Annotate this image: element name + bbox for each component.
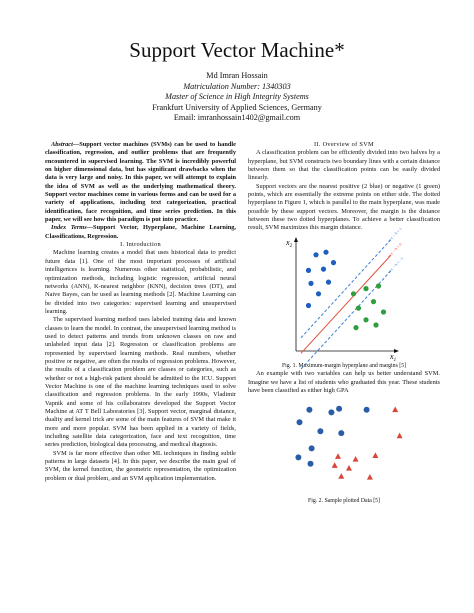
fig1-x-axis-label: $x_1$ [390,351,397,363]
fig1-line-label: w·x − b = 0 [386,241,403,259]
fig2-point-triangle [367,474,373,480]
overview-paragraph-2: Support vectors are the nearest positive (2 blue) or negative (1 green) points, which are essentially the extreme points on either side. The dotted hyperplane in Figure 1, which is parallel to the main hyperplane, was made possible by these support vectors. Moreover, the margin is the distance between these two dotted hyperplanes. To achieve a better classification result, SVM maximizes this margin distance. [248,182,440,232]
fig1-point-class-b [363,286,368,291]
section-heading-introduction: I. Introduction [120,241,161,249]
fig1-point-class-b [353,325,358,330]
fig1-point-class-b [356,305,361,310]
fig1-point-class-a [316,291,321,296]
fig2-point-circle [295,454,301,460]
fig2-point-triangle [332,462,338,468]
abstract-text: —Support vector machines (SVMs) can be used to handle classification, regression, and outlier problems that are frequently encountered in supervised learning. The SVM is incredibly powerful on higher dimensional data, but has significant drawbacks when the data is very large and noisy. In this paper, we will attempt to explain the idea of SVM as well as the underlying mathematical theory. Support vector machines come in various forms and can be used for a variety of applications, including text categorization, practical identification, face recognition, and time series prediction. In this paper, we will see how this paradigm is put into practice. [45,141,236,224]
fig1-point-class-a [321,266,326,271]
index-terms [45,224,236,241]
index-terms-label: Index Terms [51,224,87,232]
overview-paragraph-3: An example with two variables can help us better understand SVM. Imagine we have a list of students who graduated this year. These students have been classified as either high GPA [248,370,440,395]
section-heading-overview: II. Overview of SVM [314,141,374,148]
fig1-y-arrow [294,237,298,242]
fig1-point-class-b [371,299,376,304]
index-terms-text: —Support Vector, Hyperplane, Machine Learning, Classifications, Regression. [45,224,236,240]
figure-2-caption: Fig. 2. Sample plotted Data [5] [308,497,380,504]
figure-2 [248,398,440,506]
fig1-line-label: w·x − b = 1 [386,225,403,243]
intro-paragraph-2: The supervised learning method uses labeled training data and known classes to learn the model. In contrast, the unsupervised learning method is used to detect patterns and trends from unknown classes on raw and unlabeled input data [2]. Regression or classification problems are represented by supervised learning methods. Real numbers, whether positive or negative, are often the results of regression problems. However, the results of a classification problem are classes or categories, such as whether or not a high-risk patient should be admitted to the ICU. Support Vector Machine is one of the machine learning techniques used to solve classification and regression problems. In the early 1990s, Vladimir Vapnik and some of his collaborators developed the Support Vector Machine at AT T Bell Laboratories [3]. Support vector, marginal distance, duality and kernel trick are some of the main features of SVM that make it more and more popular. SVM has been applied in a variety of fields, including satellite data categorization, face and text recognition, time series prediction, biological data processing, and medical diagnosis. [45,316,236,449]
figure-1-plot [248,225,440,363]
fig2-point-circle [309,445,315,451]
fig2-point-triangle [353,456,359,462]
left-column [45,141,236,483]
fig1-point-class-b [373,322,378,327]
fig1-y-axis-label: $x_2$ [286,237,293,249]
fig1-point-class-b [376,283,381,288]
fig1-point-class-a [306,303,311,308]
fig2-point-circle [338,430,344,436]
fig2-point-circle [317,428,323,434]
fig1-point-class-a [326,279,331,284]
fig1-point-class-a [313,252,318,257]
fig1-point-class-a [306,268,311,273]
degree-program: Master of Science in High Integrity Systems [165,92,309,102]
figure-1-caption: Fig. 1. Maximum-margin hyperplane and margins [5] [281,363,407,370]
overview-paragraph-1: A classification problem can be efficiently divided into two halves by a hyperplane, but SVM constructs two boundary lines with a certain distance between them so that the classification points can be easily divided linearly. [248,149,440,182]
fig1-point-class-b [351,291,356,296]
fig2-point-circle [328,409,334,415]
fig1-hyperplane [301,255,391,353]
fig2-point-triangle [338,473,344,479]
fig2-point-triangle [392,406,398,412]
intro-paragraph-1: Machine learning creates a model that uses historical data to predict future data [1]. One of the most important processes of artificial intelligences is learning. Numerous other statistical, probabilistic, and optimization methods, including logistic regression, artificial neural networks (ANN), K-nearest neighbor (KNN), decision trees (DT), and Naive Bayes, can be used as learning methods [2]. Machine Learning can be divided into two categories: supervised learning and unsupervised learning. [45,249,236,315]
fig2-point-triangle [335,453,341,459]
abstract [45,141,236,224]
figure-1 [248,225,440,371]
fig2-point-triangle [397,432,403,438]
fig1-line-label: w·x − b = −1 [386,255,405,275]
intro-paragraph-3: SVM is far more effective than other ML techniques in finding subtle patterns in large datasets [4]. In this paper, we describe the main goal of SVM, the kernel function, the geometric representation, the optimization problem or dual problem, and an SVM application implementation. [45,449,236,482]
fig2-point-circle [364,406,370,412]
fig1-point-class-a [331,260,336,265]
author-block [0,71,474,124]
matriculation-number: Matriculation Number: 1340303 [183,81,291,91]
fig1-point-class-b [363,317,368,322]
fig2-point-triangle [372,452,378,458]
figure-2-plot [248,398,440,494]
abstract-label: Abstract [51,141,73,148]
right-column [248,141,440,505]
fig1-x-arrow [394,349,399,353]
author-email: Email: imranhossain1402@gmail.com [173,113,301,123]
university: Frankfurt University of Applied Sciences, Germany [152,102,322,112]
paper-title: Support Vector Machine* [129,38,345,62]
author-name: Md Imran Hossain [206,71,268,80]
fig2-point-circle [336,405,342,411]
fig2-point-circle [308,460,314,466]
fig1-point-class-b [381,309,386,314]
fig1-point-class-a [323,249,328,254]
fig2-point-circle [297,419,303,425]
fig1-point-class-a [308,281,313,286]
fig2-point-circle [306,406,312,412]
fig2-point-triangle [346,465,352,471]
